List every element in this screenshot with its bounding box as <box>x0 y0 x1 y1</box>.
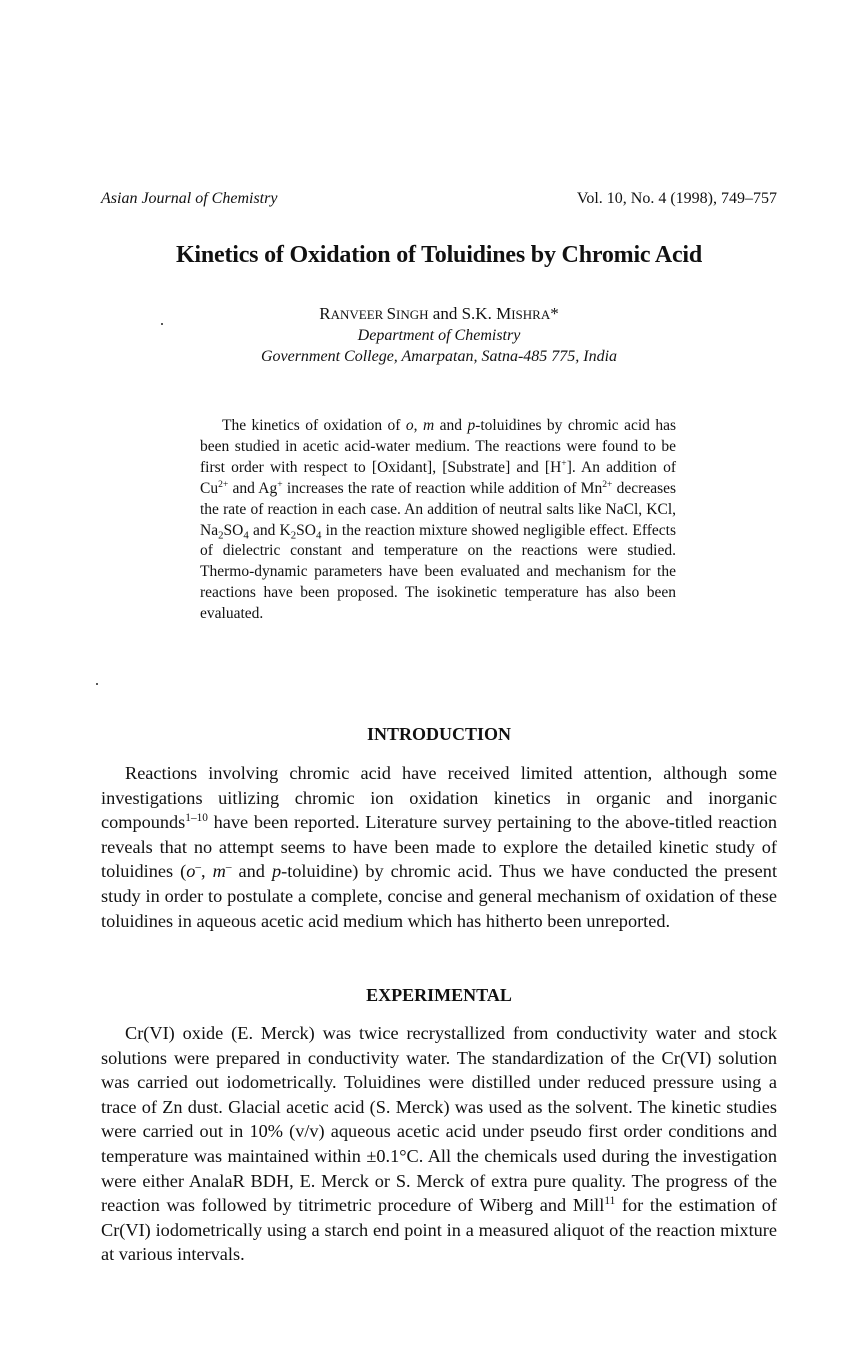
introduction-paragraph: Reactions involving chromic acid have received limited attention, although some investigations uitlizing chromic ion oxidation kinetics in organic and inorganic compounds$^{1-10}$ have been reported. Literature survey pertaining to the above-titled reaction reveals that no attempt seems to have been made to explore the detailed kinetic study of toluidines (o–, m– and p-toluidine) by chromic acid. Thus we have conducted the present study in order to postulate a complete, concise and general mechanism of oxidation of these toluidines in aqueous acetic acid medium which has hitherto been unreported. <box>101 763 778 931</box>
department: Department of Chemistry <box>357 327 521 344</box>
experimental-paragraph: Cr(VI) oxide (E. Merck) was twice recrystallized from conductivity water and stock solutions were prepared in conductivity water. The standardization of the Cr(VI) solution was carried out iodometrically. Toluidines were distilled under reduced pressure using a trace of Zn dust. Glacial acetic acid (S. Merck) was used as the solvent. The kinetic studies were carried out in 10% (v/v) aqueous acetic acid under pseudo first order conditions and temperature was maintained within ±0.1°C. All the chemicals used during the investigation were either AnalaR BDH, E. Merck or S. Merck of extra pure quality. The progress of the reaction was followed by titrimetric procedure of Wiberg and Mill$^{11}$ for the estimation of Cr(VI) iodometrically using a starch end point in a measured aliquot of the reaction mixture at various intervals. <box>101 1023 777 1265</box>
volume-info: Vol. 10, No. 4 (1998), 749–757 <box>576 190 777 207</box>
scan-speck <box>96 683 98 685</box>
introduction-heading: INTRODUCTION <box>366 724 512 744</box>
experimental-heading: EXPERIMENTAL <box>366 985 512 1005</box>
college-address: Government College, Amarpatan, Satna-485 775, India <box>260 348 618 365</box>
running-header <box>101 190 777 208</box>
scan-speck <box>161 323 163 325</box>
abstract: The kinetics of oxidation of o, m and p-toluidines by chromic acid has been studied in acetic acid-water medium. The reactions were found to be first order with respect to [Oxidant], [Substrate] and [H+]. An addition of $Cu^{2+}$ and Ag+ increases the rate of reaction while addition of $Mn^{2+}$ decreases the rate of reaction in each case. An addition of neutral salts like NaCl, KCl, $Na_2SO_4$ and $K_2SO_4$ in the reaction mixture showed negligible effect. Effects of dielectric constant and temperature on the reactions were studied. Thermo-dynamic parameters have been evaluated and mechanism for the reactions have been proposed. The isokinetic temperature has also been evaluated. <box>200 417 677 623</box>
author-names: RANVEER SINGH and S.K. MISHRA* <box>319 304 559 323</box>
author-block <box>101 303 777 367</box>
article-title: Kinetics of Oxidation of Toluidines by Chromic Acid <box>175 242 703 268</box>
journal-name: Asian Journal of Chemistry <box>101 190 278 207</box>
